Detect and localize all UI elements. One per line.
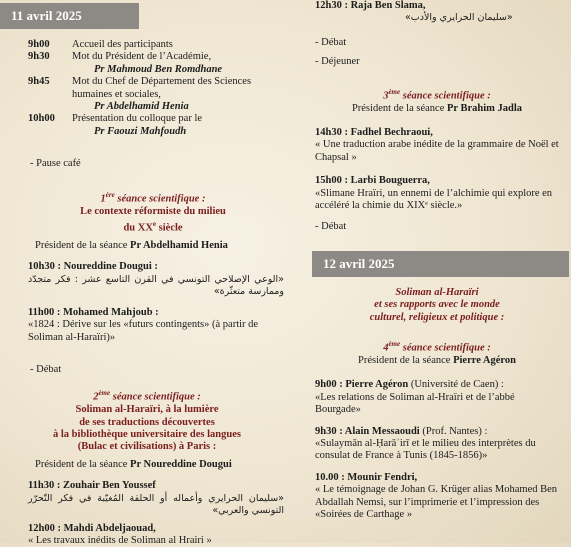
schedule-speaker: Pr Abdelhamid Henia	[94, 101, 189, 113]
day1-date: 11 avril 2025	[11, 8, 82, 23]
president-label: Président de la séance	[35, 458, 131, 470]
session-title-line: (Bulac et civilisations) à Paris :	[77, 441, 217, 453]
session-label: séance scientifique :	[400, 342, 491, 354]
talk	[28, 261, 284, 298]
lunch: - Déjeuner	[315, 56, 360, 68]
talk-heading: 10.00 : Mounir Fendri,	[315, 471, 418, 483]
president-label: Président de la séance	[351, 102, 447, 114]
talk-heading: 11h30 : Zouhair Ben Youssef	[28, 480, 156, 492]
session-number: 1	[100, 193, 106, 205]
talk-title: « Les travaux inédits de Soliman al Hrairi »	[28, 535, 212, 547]
talk-heading: 9h00 : Pierre Agéron	[315, 379, 409, 391]
talk-title: «Sulaymān al-Ḥarāʾirī et le milieu des interprètes du consulat de France à Tunis (1845-1856)»	[315, 438, 536, 462]
talk-title: « Le témoignage de Johan G. Krüger alias Mohamed Ben Abdallah Nemsi, sur l’imprimerie et l’impression des «Soirées de Carthage »	[315, 484, 558, 521]
schedule-speaker: Pr Faouzi Mahfoudh	[94, 125, 187, 137]
schedule-time: 9h00	[28, 39, 50, 50]
president-name: Pr Abdelhamid Henia	[130, 239, 228, 251]
president-name: Pr Noureddine Dougui	[130, 458, 232, 470]
day1-date-band	[0, 3, 139, 29]
session-president	[312, 355, 562, 367]
president-label: Président de la séance	[358, 355, 454, 366]
session-title-line: Le contexte réformiste du milieu	[80, 205, 226, 217]
title-text: siècle	[156, 222, 183, 234]
session-label: séance scientifique :	[110, 391, 201, 403]
session-heading	[312, 338, 562, 355]
talk-heading: 14h30 : Fadhel Bechraoui,	[315, 127, 433, 139]
schedule-speaker: Pr Mahmoud Ben Romdhane	[94, 63, 223, 75]
theme-line: Soliman al-Haraïri	[395, 286, 479, 298]
schedule-row	[28, 39, 274, 51]
schedule-text: Mot du Chef de Département des Sciences humaines et sociales,	[72, 76, 252, 100]
talk-title: «الوعي الإصلاحي التونسي في القرن التاسع عشر : فكر متجدّد وممارسة متعثّرة»	[28, 273, 284, 298]
talk	[315, 0, 555, 25]
talk-heading: 10h30 : Noureddine Dougui :	[28, 261, 158, 273]
talk-title: « Une traduction arabe inédite de la grammaire de Noël et Chapsal »	[315, 139, 559, 163]
talk-affiliation: (Prof. Nantes) :	[419, 425, 488, 437]
session-number-suffix: ème	[98, 389, 111, 398]
talk-title: «سليمان الحرايري وأعماله أو الحلقة المُغيّبة في فكر التّحرّر التونسي والعربي»	[28, 492, 284, 517]
session-president	[35, 240, 290, 252]
session-title	[8, 404, 286, 454]
session-1	[0, 189, 290, 377]
debate: - Débat	[30, 363, 62, 375]
session-president	[35, 459, 290, 471]
talk-title: «Slimane Hraïri, un ennemi de l’alchimie qui explore en accéléré la chimie du XIXᵉ siècle.»	[315, 187, 553, 212]
talk-affiliation: (Université de Caen) :	[408, 379, 504, 391]
right-column	[312, 0, 571, 521]
session-title-line: Soliman al-Haraïri, à la lumière	[75, 404, 219, 416]
opening-schedule	[28, 39, 274, 138]
talk	[315, 472, 561, 522]
century-suffix: e	[152, 219, 157, 228]
schedule-time: 9h45	[28, 76, 50, 88]
session-number-suffix: ème	[388, 87, 401, 96]
theme-line: culturel, religieux et politique :	[369, 311, 505, 323]
talk-heading: 12h30 : Raja Ben Slama,	[315, 0, 426, 11]
talk	[315, 175, 561, 212]
schedule-text: Mot du Président de l’Académie,	[72, 51, 212, 63]
schedule-time: 10h00	[28, 113, 55, 125]
session-title-line: à la bibliothèque universitaire des langues	[53, 429, 241, 441]
talk	[28, 307, 284, 344]
president-name: Pr Brahim Jadla	[446, 102, 523, 114]
theme-line: et ses rapports avec le monde	[374, 299, 500, 311]
pause-cafe: - Pause café	[30, 158, 81, 170]
session-number-suffix: ème	[388, 340, 401, 349]
schedule-row	[28, 51, 274, 76]
schedule-time: 9h30	[28, 51, 50, 63]
schedule-text: Accueil des participants	[72, 39, 173, 50]
session-label: séance scientifique :	[114, 193, 206, 205]
talk	[28, 480, 284, 517]
president-name: Pierre Agéron	[453, 355, 516, 366]
day2-theme	[312, 287, 562, 324]
debate: - Débat	[315, 36, 347, 48]
session-number: 4	[383, 342, 389, 354]
talk-heading: 12h00 : Mahdi Abdeljaouad,	[28, 522, 156, 534]
session-heading	[312, 86, 562, 103]
session-2	[0, 387, 290, 547]
talk	[315, 426, 561, 463]
day2-date-band	[312, 251, 569, 277]
session-number: 3	[383, 90, 389, 102]
talk-title: «Les relations de Soliman al-Hraïri et de l’abbé Bourgade»	[315, 391, 515, 416]
session-title-line	[20, 218, 286, 235]
session-number: 2	[93, 391, 99, 403]
session-heading	[20, 189, 286, 206]
talk-heading: 11h00 : Mohamed Mahjoub :	[28, 306, 159, 318]
session-3	[312, 86, 571, 234]
talk-heading: 9h30 : Alain Messaoudi	[315, 425, 420, 437]
session-4	[312, 338, 571, 521]
debate: - Débat	[315, 221, 347, 233]
session-title-line: de ses traductions découvertes	[79, 416, 215, 428]
talk-title: «سليمان الحرايري والأدب»	[405, 12, 513, 24]
talk	[315, 379, 561, 416]
title-text: du XX	[123, 222, 153, 234]
session-label: séance scientifique :	[400, 90, 491, 102]
session-president	[312, 103, 562, 115]
schedule-row	[28, 76, 274, 113]
president-label: Président de la séance	[35, 239, 131, 251]
session-heading	[8, 387, 286, 404]
schedule-row	[28, 113, 274, 138]
schedule-text: Présentation du colloque par le	[72, 113, 203, 125]
session-number-suffix: ère	[105, 190, 115, 199]
talk-heading: 15h00 : Larbi Bouguerra,	[315, 175, 430, 187]
talk	[28, 523, 284, 547]
day2-date: 12 avril 2025	[323, 255, 395, 271]
talk-title: «1824 : Dérive sur les «futurs contingents» (à partir de Soliman al-Haraïri)»	[28, 319, 259, 343]
session-title	[20, 206, 286, 235]
talk	[315, 127, 561, 164]
